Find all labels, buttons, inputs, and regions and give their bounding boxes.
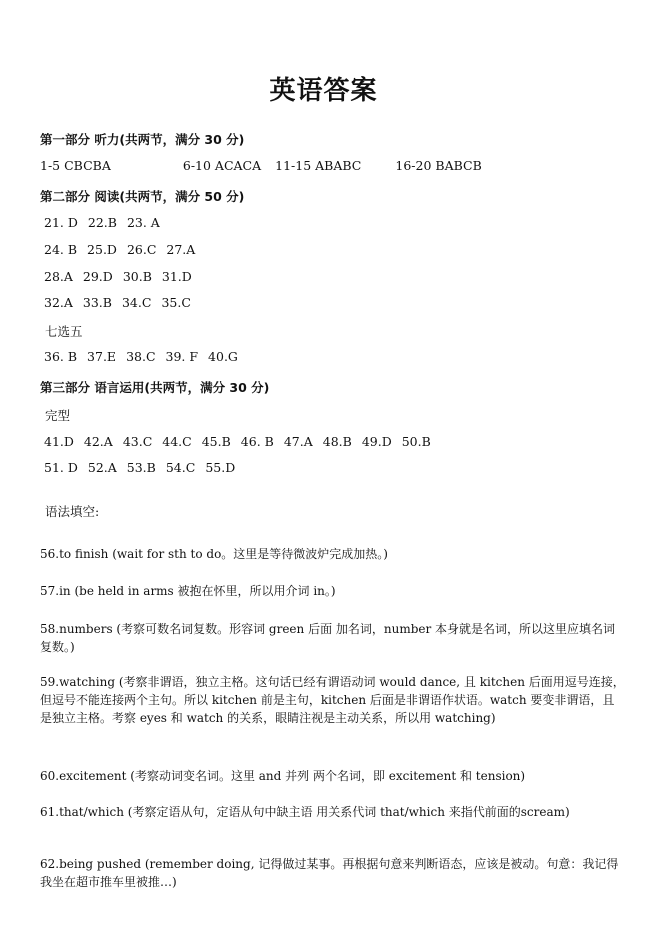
part3-heading: 第三部分 语言运用(共两节，满分 30 分) <box>40 380 270 395</box>
grammar-label: 语法填空: <box>45 504 100 519</box>
answer-item: 46. B <box>240 434 274 449</box>
grammar-item: 56.to finish (wait for sth to do。这里是等待微波炉完成加热。) <box>40 547 388 561</box>
listening-group: 16-20 BABCB <box>395 158 482 173</box>
answer-item: 28.A <box>44 269 73 284</box>
listening-answers <box>40 158 482 173</box>
answer-item: 48.B <box>322 434 352 449</box>
answer-item: 33.B <box>82 295 112 310</box>
answer-item: 26.C <box>126 242 157 257</box>
page-title: 英语答案 <box>269 76 378 106</box>
cloze-label: 完型 <box>45 408 71 423</box>
answer-item: 24. B <box>44 242 78 257</box>
answer-item: 54.C <box>165 460 196 475</box>
grammar-item: 57.in (be held in arms 被抱在怀里，所以用介词 in。) <box>40 584 336 598</box>
answer-item: 42.A <box>83 434 113 449</box>
qixuanwu-label: 七选五 <box>45 324 83 339</box>
reading-row <box>44 269 202 284</box>
qixuanwu-row <box>44 349 248 364</box>
answer-item: 32.A <box>44 295 73 310</box>
answer-item: 23. A <box>126 215 160 230</box>
reading-row <box>44 242 205 257</box>
part2-heading: 第二部分 阅读(共两节，满分 50 分) <box>40 189 245 204</box>
answer-item: 43.C <box>122 434 153 449</box>
listening-group: 6-10 ACACA <box>182 158 262 173</box>
answer-item: 53.B <box>126 460 156 475</box>
answer-item: 21. D <box>44 215 78 230</box>
answer-item: 37.E <box>87 349 117 364</box>
cloze-row <box>44 460 245 475</box>
answer-item: 47.A <box>283 434 313 449</box>
answer-item: 36. B <box>44 349 78 364</box>
answer-item: 49.D <box>361 434 392 449</box>
listening-group: 1-5 CBCBA <box>40 158 111 173</box>
grammar-item: 61.that/which (考察定语从句，定语从句中缺主语 用关系代词 that/which 来指代前面的scream) <box>40 805 570 819</box>
part1-heading: 第一部分 听力(共两节，满分 30 分) <box>40 132 245 147</box>
answer-item: 41.D <box>44 434 74 449</box>
answer-item: 40.G <box>208 349 238 364</box>
answer-item: 22.B <box>87 215 117 230</box>
answer-item: 51. D <box>44 460 78 475</box>
answer-item: 55.D <box>205 460 236 475</box>
cloze-row <box>44 434 441 449</box>
grammar-item: 60.excitement (考察动词变名词。这里 and 并列 两个名词，即 excitement 和 tension) <box>40 769 526 783</box>
answer-item: 38.C <box>126 349 156 364</box>
answer-item: 45.B <box>201 434 231 449</box>
answer-item: 30.B <box>122 269 152 284</box>
answer-item: 39. F <box>165 349 199 364</box>
answer-item: 31.D <box>161 269 192 284</box>
listening-group: 11-15 ABABC <box>275 158 362 173</box>
answer-item: 34.C <box>121 295 152 310</box>
answer-item: 35.C <box>161 295 191 310</box>
answer-item: 27.A <box>166 242 196 257</box>
answer-item: 44.C <box>162 434 192 449</box>
grammar-item: 62.being pushed (remember doing, 记得做过某事。再根据句意来判断语态，应该是被动。句意：我记得我坐在超市推车里被推…) <box>40 857 619 889</box>
answer-item: 50.B <box>401 434 431 449</box>
grammar-item: 58.numbers (考察可数名词复数。形容词 green 后面 加名词，number 本身就是名词，所以这里应填名词复数。) <box>40 622 616 654</box>
reading-row <box>44 295 201 310</box>
reading-row <box>44 215 170 230</box>
answer-item: 25.D <box>87 242 117 257</box>
grammar-item: 59.watching (考察非谓语，独立主格。这句话已经有谓语动词 would dance, 且 kitchen 后面用逗号连接，但逗号不能连接两个主句。所以 kitchen 前是主句，kitchen 后面是非谓语作状语。watch 要变非谓语，且是独立主格。考察 eyes 和 watch 的关系，眼睛注视是主动关系，所以用 watching) <box>40 675 625 725</box>
answer-item: 29.D <box>82 269 113 284</box>
answer-item: 52.A <box>87 460 117 475</box>
